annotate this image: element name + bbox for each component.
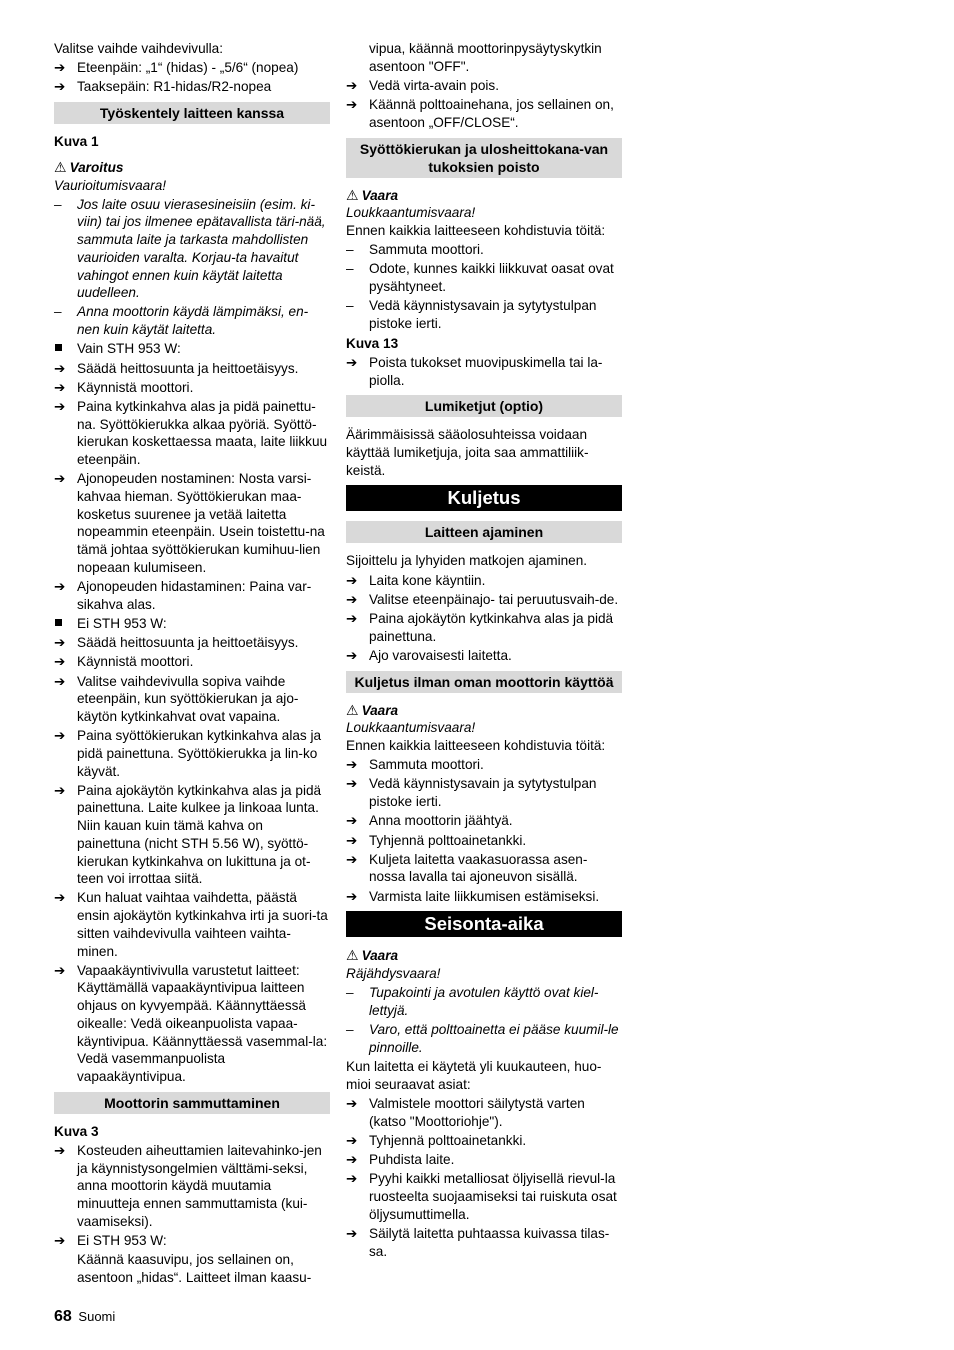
square-bullet-icon bbox=[54, 340, 74, 358]
item-text: Jos laite osuu vierasesineisiin (esim. ki-viin) tai jos ilmenee epätavallista täri-nää, sammuta laite ja tarkasta mahdollisten vaurioiden varalta. Korjau-ta havaitut vahingot ennen kuin käytät laitetta uudelleen. bbox=[77, 196, 326, 301]
instruction-item bbox=[54, 634, 330, 652]
instruction-item bbox=[54, 727, 330, 780]
item-text: Varmista laite liikkumisen estämiseksi. bbox=[369, 888, 600, 904]
item-text: Taaksepäin: R1-hidas/R2-nopea bbox=[77, 79, 272, 95]
item-text: Ei STH 953 W: bbox=[77, 1232, 167, 1248]
item-text: Vain STH 953 W: bbox=[77, 341, 181, 357]
arrow-icon: ➔ bbox=[54, 962, 66, 978]
arrow-icon: ➔ bbox=[346, 591, 358, 607]
right-column bbox=[346, 40, 622, 1262]
arrow-icon: ➔ bbox=[54, 60, 66, 76]
instruction-item bbox=[54, 360, 330, 378]
item-text: Eteenpäin: „1“ (hidas) - „5/6“ (nopea) bbox=[77, 60, 299, 76]
arrow-icon: ➔ bbox=[346, 1171, 358, 1187]
arrow-icon: ➔ bbox=[54, 782, 66, 798]
item-text: Vapaakäyntivivulla varustetut laitteet: Käyttämällä vapaakäyntivipua laitteen ohjaus on kyvyempää. Käännyttäessä oikealle: Vedä oikeanpuolista vapaa-käyntivipua. Käännyttäessä vasemmal-la: Vedä vasemmanpuolista vapaakäyntivipua. bbox=[77, 962, 328, 1084]
arrow-icon: ➔ bbox=[346, 1152, 358, 1168]
warning-text: Vaara bbox=[361, 702, 399, 718]
chapter-heading: Kuljetus bbox=[346, 485, 622, 511]
instruction-item bbox=[346, 812, 622, 830]
instruction-item bbox=[346, 591, 622, 609]
instruction-item bbox=[346, 96, 622, 131]
dash-bullet: – bbox=[54, 196, 62, 212]
item-text: Paina ajokäytön kytkinkahva alas ja pidä painettuna. Laite kulkee ja linkoaa lunta. Niin kauan kuin tämä kahva on painettuna (nicht STH 5.56 W), syöttö-kierukan kytkinkahva on lukittuna ja ot-teen voi irrottaa siitä. bbox=[77, 782, 322, 887]
arrow-icon: ➔ bbox=[346, 610, 358, 626]
paragraph: Ennen kaikkia laitteeseen kohdistuvia töitä: bbox=[346, 222, 606, 238]
dash-bullet: – bbox=[346, 298, 354, 314]
item-text: Vedä käynnistysavain ja sytytystulpan pistoke ierti. bbox=[369, 776, 597, 810]
warning-label bbox=[346, 947, 622, 965]
instruction-item bbox=[346, 1170, 622, 1223]
hazard-text: Loukkaantumisvaara! bbox=[346, 720, 476, 736]
dash-bullet: – bbox=[346, 985, 354, 1001]
instruction-item bbox=[54, 578, 330, 613]
item-text: Käännä polttoainehana, jos sellainen on, asentoon „OFF/CLOSE“. bbox=[369, 97, 614, 130]
section-heading: Laitteen ajaminen bbox=[346, 521, 622, 543]
arrow-icon: ➔ bbox=[54, 654, 66, 670]
item-text: Valmistele moottori säilytystä varten (katso "Moottoriohje"). bbox=[369, 1095, 585, 1129]
paragraph: Valitse vaihde vaihdevivulla: bbox=[54, 41, 224, 56]
arrow-icon: ➔ bbox=[346, 77, 358, 93]
item-text: Laita kone käyntiin. bbox=[369, 572, 486, 588]
instruction-item bbox=[346, 1225, 622, 1260]
item-text: Säädä heittosuunta ja heittoetäisyys. bbox=[77, 635, 299, 651]
instruction-item bbox=[346, 851, 622, 886]
item-text: Poista tukokset muovipuskimella tai la-piolla. bbox=[369, 354, 603, 388]
section-heading: Kuljetus ilman oman moottorin käyttöä bbox=[346, 671, 622, 693]
item-text: Kuljeta laitetta vaakasuorassa asen-nossa lavalla tai ajoneuvon sisällä. bbox=[369, 851, 588, 885]
arrow-icon: ➔ bbox=[54, 578, 66, 594]
item-text: Ajonopeuden nostaminen: Nosta varsi-kahvaa hieman. Syöttökierukan maa-kosketus suurenee ja vetää laitetta nopeammin eteenpäin. Usein toistettu-na tämä johtaa syöttökierukan kumihuu-lien nopeaan kulumiseen. bbox=[77, 471, 325, 575]
instruction-item bbox=[346, 832, 622, 850]
instruction-item bbox=[54, 78, 330, 96]
section-heading: Moottorin sammuttaminen bbox=[54, 1092, 330, 1114]
arrow-icon: ➔ bbox=[54, 471, 66, 487]
page-footer bbox=[54, 1308, 115, 1326]
arrow-icon: ➔ bbox=[54, 728, 66, 744]
dash-list-item bbox=[346, 1021, 622, 1056]
item-text: Ajonopeuden hidastaminen: Paina var-sikahva alas. bbox=[77, 578, 312, 612]
instruction-item bbox=[54, 398, 330, 469]
instruction-item bbox=[346, 1095, 622, 1130]
item-text: Paina ajokäytön kytkinkahva alas ja pidä painettuna. bbox=[369, 610, 614, 644]
arrow-icon: ➔ bbox=[346, 851, 358, 867]
arrow-icon: ➔ bbox=[54, 635, 66, 651]
warning-triangle-icon: ⚠ bbox=[346, 701, 359, 718]
arrow-icon: ➔ bbox=[346, 813, 358, 829]
dash-list-item bbox=[346, 241, 622, 259]
arrow-icon: ➔ bbox=[346, 354, 358, 370]
instruction-item bbox=[346, 610, 622, 645]
model-condition bbox=[54, 340, 330, 358]
instruction-item bbox=[54, 653, 330, 671]
item-text: Säädä heittosuunta ja heittoetäisyys. bbox=[77, 360, 299, 376]
arrow-icon: ➔ bbox=[346, 776, 358, 792]
instruction-item bbox=[346, 1132, 622, 1150]
instruction-item bbox=[54, 962, 330, 1086]
arrow-icon: ➔ bbox=[54, 360, 66, 376]
dash-list-item bbox=[54, 196, 330, 302]
section-heading: Lumiketjut (optio) bbox=[346, 395, 622, 417]
item-text: Varo, että polttoainetta ei pääse kuumil-le pinnoille. bbox=[369, 1022, 619, 1055]
dash-list-item bbox=[346, 260, 622, 295]
model-condition bbox=[54, 615, 330, 633]
language-label: Suomi bbox=[78, 1309, 116, 1324]
paragraph: Kun laitetta ei käytetä yli kuukauteen, huo-mioi seuraavat asiat: bbox=[346, 1059, 602, 1092]
dash-bullet: – bbox=[346, 242, 354, 258]
warning-triangle-icon: ⚠ bbox=[346, 947, 359, 964]
hazard-text: Vaurioitumisvaara! bbox=[54, 177, 167, 193]
section-heading: Työskentely laitteen kanssa bbox=[54, 102, 330, 124]
warning-text: Varoitus bbox=[69, 159, 124, 175]
hazard-text: Räjähdysvaara! bbox=[346, 966, 441, 982]
arrow-icon: ➔ bbox=[54, 1232, 66, 1248]
arrow-icon: ➔ bbox=[346, 757, 358, 773]
arrow-icon: ➔ bbox=[54, 398, 66, 414]
item-text: Vedä käynnistysavain ja sytytystulpan pistoke ierti. bbox=[369, 298, 597, 331]
instruction-item bbox=[54, 1142, 330, 1231]
arrow-icon: ➔ bbox=[346, 647, 358, 663]
figure-reference: Kuva 3 bbox=[54, 1123, 99, 1139]
arrow-icon: ➔ bbox=[54, 79, 66, 95]
item-text: Sammuta moottori. bbox=[369, 242, 484, 258]
item-text: Valitse eteenpäinajo- tai peruutusvaih-de. bbox=[369, 591, 619, 607]
instruction-item bbox=[54, 1232, 330, 1250]
instruction-item bbox=[54, 673, 330, 726]
arrow-icon: ➔ bbox=[346, 572, 358, 588]
item-text: Tyhjennä polttoainetankki. bbox=[369, 832, 527, 848]
instruction-item bbox=[54, 59, 330, 77]
instruction-item bbox=[346, 888, 622, 906]
dash-list-item bbox=[54, 303, 330, 338]
warning-text: Vaara bbox=[361, 187, 399, 203]
item-text: Anna moottorin käydä lämpimäksi, en-nen kuin käytät laitetta. bbox=[77, 304, 309, 338]
item-text: Anna moottorin jäähtyä. bbox=[369, 813, 513, 829]
item-text: Ajo varovaisesti laitetta. bbox=[369, 647, 512, 663]
item-text: Pyyhi kaikki metalliosat öljyisellä rievul-la ruosteelta suojaamiseksi tai ruiskuta osat öljysumuttimella. bbox=[369, 1171, 617, 1222]
item-text: Tyhjennä polttoainetankki. bbox=[369, 1132, 527, 1148]
item-text: Valitse vaihdevivulla sopiva vaihde eteenpäin, kun syöttökierukan ja ajo-käytön kytkinkahvat ovat vapaina. bbox=[77, 673, 299, 724]
arrow-icon: ➔ bbox=[54, 379, 66, 395]
paragraph-continuation: vipua, käännä moottorinpysäytyskytkin asentoon "OFF". bbox=[369, 41, 602, 74]
instruction-item bbox=[346, 77, 622, 95]
item-text: Vedä virta-avain pois. bbox=[369, 77, 499, 93]
arrow-icon: ➔ bbox=[346, 1225, 358, 1241]
dash-list-item bbox=[346, 297, 622, 332]
paragraph: Sijoittelu ja lyhyiden matkojen ajaminen. bbox=[346, 553, 588, 569]
dash-bullet: – bbox=[346, 261, 354, 277]
item-text: Kun haluat vaihtaa vaihdetta, päästä ensin ajokäytön kytkinkahva irti ja suori-ta sitten vaihdevivulla vaihteen vaihta-minen. bbox=[77, 890, 328, 959]
instruction-item bbox=[54, 379, 330, 397]
dash-list-item bbox=[346, 984, 622, 1019]
warning-triangle-icon: ⚠ bbox=[54, 158, 67, 175]
instruction-item bbox=[346, 756, 622, 774]
hazard-text: Loukkaantumisvaara! bbox=[346, 205, 476, 221]
arrow-icon: ➔ bbox=[54, 673, 66, 689]
arrow-icon: ➔ bbox=[346, 1132, 358, 1148]
arrow-icon: ➔ bbox=[346, 97, 358, 113]
square-bullet-icon bbox=[54, 615, 74, 633]
item-text: Säilytä laitetta puhtaassa kuivassa tilas-sa. bbox=[369, 1225, 610, 1259]
item-text: Tupakointi ja avotulen käyttö ovat kiel-lettyjä. bbox=[369, 985, 599, 1018]
arrow-icon: ➔ bbox=[346, 888, 358, 904]
page-number: 68 bbox=[54, 1308, 72, 1325]
arrow-icon: ➔ bbox=[346, 832, 358, 848]
instruction-item bbox=[346, 354, 622, 389]
paragraph-continuation: Käännä kaasuvipu, jos sellainen on, asentoon „hidas“. Laitteet ilman kaasu- bbox=[77, 1252, 312, 1285]
section-heading: Syöttökierukan ja ulosheittokana-van tukoksien poisto bbox=[346, 138, 622, 178]
arrow-icon: ➔ bbox=[54, 890, 66, 906]
instruction-item bbox=[346, 1151, 622, 1169]
arrow-icon: ➔ bbox=[346, 1095, 358, 1111]
instruction-item bbox=[54, 889, 330, 960]
warning-label bbox=[346, 702, 622, 720]
figure-reference: Kuva 1 bbox=[54, 134, 99, 150]
item-text: Paina syöttökierukan kytkinkahva alas ja pidä painettuna. Syöttökierukka ja lin-ko käyvät. bbox=[77, 728, 322, 779]
arrow-icon: ➔ bbox=[54, 1142, 66, 1158]
paragraph: Ennen kaikkia laitteeseen kohdistuvia töitä: bbox=[346, 737, 606, 753]
dash-bullet: – bbox=[346, 1022, 354, 1038]
item-text: Ei STH 953 W: bbox=[77, 615, 167, 631]
item-text: Kosteuden aiheuttamien laitevahinko-jen ja käynnistysongelmien välttämi-seksi, anna moottorin käydä muutamia minuutteja ennen sammuttamista (kui-vaamiseksi). bbox=[77, 1142, 322, 1229]
item-text: Käynnistä moottori. bbox=[77, 379, 194, 395]
warning-triangle-icon: ⚠ bbox=[346, 186, 359, 203]
dash-bullet: – bbox=[54, 304, 62, 320]
instruction-item bbox=[346, 647, 622, 665]
item-text: Odote, kunnes kaikki liikkuvat oasat ovat pysähtyneet. bbox=[369, 261, 614, 295]
figure-reference: Kuva 13 bbox=[346, 335, 399, 351]
instruction-item bbox=[54, 782, 330, 888]
left-column bbox=[54, 40, 330, 1287]
paragraph: Äärimmäisissä sääolosuhteissa voidaan käyttää lumiketjuja, joita saa ammattiliik-keistä. bbox=[346, 427, 589, 478]
instruction-item bbox=[54, 470, 330, 576]
warning-label bbox=[54, 159, 330, 177]
warning-text: Vaara bbox=[361, 948, 399, 964]
item-text: Käynnistä moottori. bbox=[77, 654, 194, 670]
item-text: Sammuta moottori. bbox=[369, 757, 484, 773]
item-text: Puhdista laite. bbox=[369, 1152, 455, 1168]
item-text: Paina kytkinkahva alas ja pidä painettu-na. Syöttökierukka alkaa pyöriä. Syöttö-kierukan koskettaessa maata, laite liikkuu eteenpäin. bbox=[77, 398, 328, 468]
warning-label bbox=[346, 187, 622, 205]
chapter-heading: Seisonta-aika bbox=[346, 911, 622, 937]
instruction-item bbox=[346, 572, 622, 590]
instruction-item bbox=[346, 775, 622, 810]
